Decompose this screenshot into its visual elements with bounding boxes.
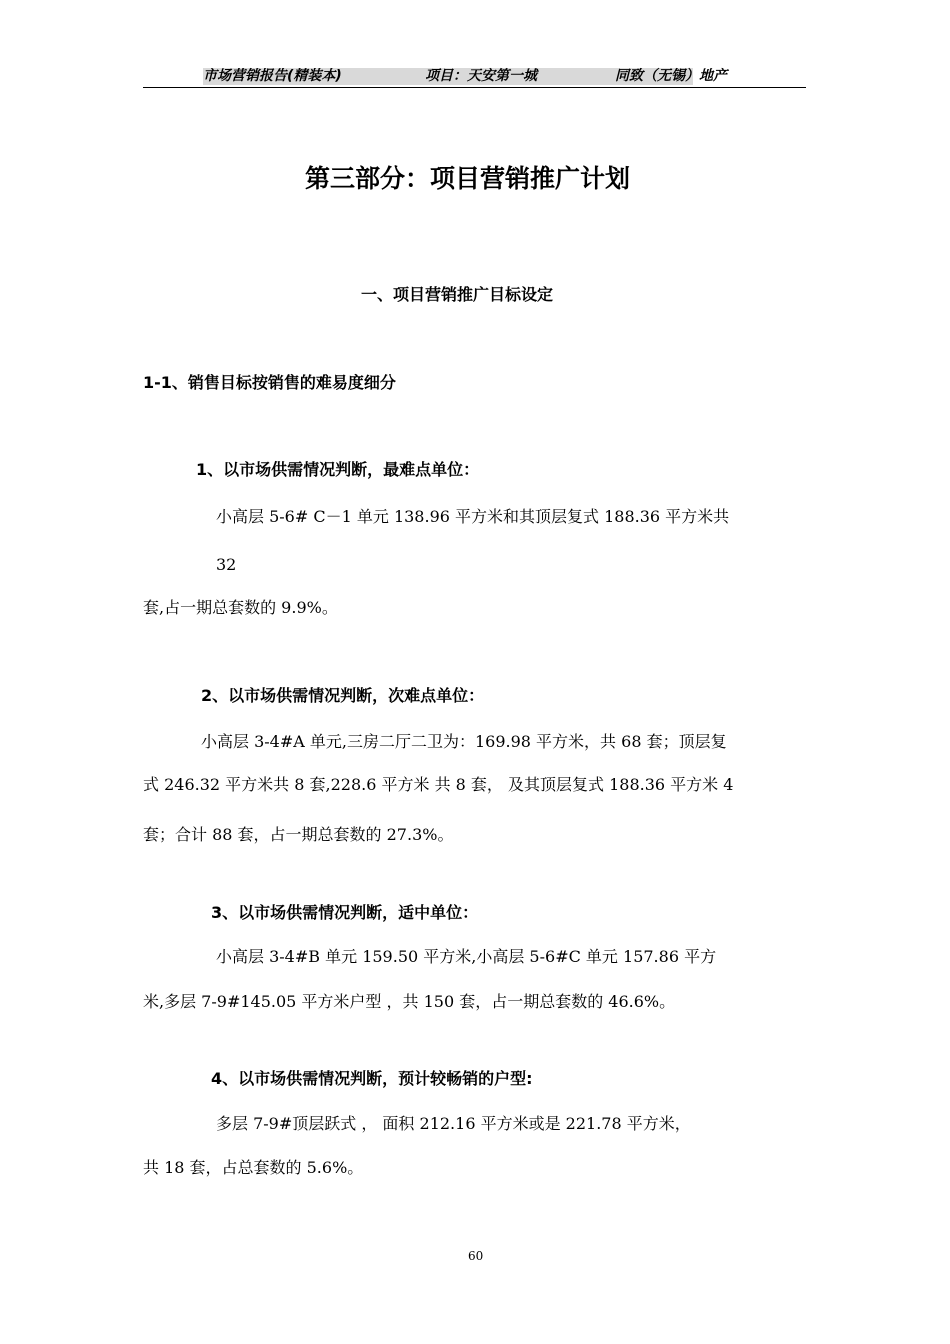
page-number: 60 — [468, 1249, 484, 1263]
item-text-line: 多层 7-9#顶层跃式 ， 面积 212.16 平方米或是 221.78 平方米， — [216, 1114, 691, 1133]
item-text-line: 套,占一期总套数的 9.9%。 — [143, 598, 338, 617]
section-title: 一、项目营销推广目标设定 — [361, 285, 554, 304]
page-header — [143, 64, 806, 88]
item-heading: 2、以市场供需情况判断，次难点单位： — [201, 686, 485, 705]
item-heading: 1、以市场供需情况判断，最难点单位： — [196, 460, 480, 479]
item-text-line: 套；合计 88 套，占一期总套数的 27.3%。 — [143, 825, 454, 844]
header-company: 同致（无锡）地产 — [615, 68, 727, 84]
subsection-title: 1-1、销售目标按销售的难易度细分 — [143, 373, 396, 392]
item-text-line: 式 246.32 平方米共 8 套,228.6 平方米 共 8 套， 及其顶层复式 188.36 平方米 4 — [143, 775, 734, 794]
header-rule — [143, 87, 806, 88]
item-heading: 3、以市场供需情况判断，适中单位： — [211, 903, 479, 922]
item-text-line: 共 18 套，占总套数的 5.6%。 — [143, 1158, 364, 1177]
part-title: 第三部分：项目营销推广计划 — [305, 164, 631, 193]
item-text-line: 小高层 3-4#B 单元 159.50 平方米,小高层 5-6#C 单元 157.86 平方 — [216, 947, 717, 966]
item-text-line: 小高层 5-6# C－1 单元 138.96 平方米和其顶层复式 188.36 平方米共 — [216, 507, 730, 526]
item-text-line: 32 — [216, 555, 237, 574]
header-project: 项目：天安第一城 — [425, 68, 537, 84]
item-text-line: 小高层 3-4#A 单元,三房二厅二卫为：169.98 平方米，共 68 套；顶层复 — [201, 732, 727, 751]
item-text-line: 米,多层 7-9#145.05 平方米户型 ，共 150 套，占一期总套数的 46.6%。 — [143, 992, 676, 1011]
item-heading: 4、以市场供需情况判断，预计较畅销的户型: — [211, 1069, 533, 1088]
header-report-title: 市场营销报告(精装本) — [203, 68, 342, 84]
